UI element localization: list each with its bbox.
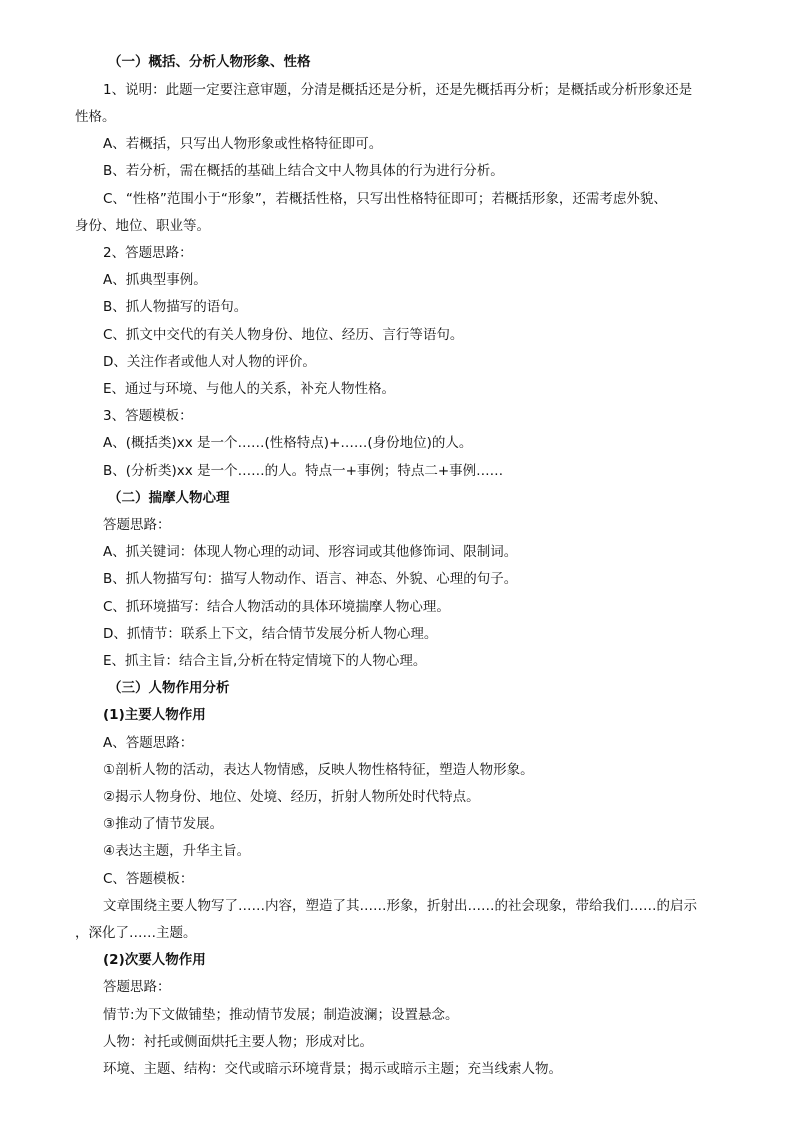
text-line: ①剖析人物的活动，表达人物情感，反映人物性格特征，塑造人物形象。 [103,762,534,778]
text-line: D、抓情节：联系上下文，结合情节发展分析人物心理。 [103,626,438,642]
text-line: B、抓人物描写句：描写人物动作、语言、神态、外貌、心理的句子。 [103,571,518,587]
text-line: 文章围绕主要人物写了……内容，塑造了其……形象，折射出……的社会现象，带给我们……的启示 [103,898,697,914]
text-line: ，深化了……主题。 [75,925,197,941]
text-line: 3、答题模板： [103,408,193,424]
text-line: 1、说明：此题一定要注意审题，分清是概括还是分析，还是先概括再分析；是概括或分析形象还是 [103,82,693,98]
text-line: C、答题模板： [103,871,194,887]
text-line: E、抓主旨：结合主旨,分析在特定情境下的人物心理。 [103,653,427,669]
text-line: C、抓环境描写：结合人物活动的具体环境揣摩人物心理。 [103,599,450,615]
section-heading: （二）揣摩人物心理 [108,490,230,506]
text-line: A、抓典型事例。 [103,272,207,288]
text-line: B、抓人物描写的语句。 [103,299,248,315]
text-line: 环境、主题、结构：交代或暗示环境背景；揭示或暗示主题；充当线索人物。 [103,1061,562,1077]
text-line: A、答题思路： [103,735,194,751]
text-line: 身份、地位、职业等。 [75,218,210,234]
text-line: B、(分析类)xx 是一个……的人。特点一+事例；特点二+事例…… [103,463,504,479]
section-heading: （三）人物作用分析 [108,680,230,696]
text-line: A、若概括，只写出人物形象或性格特征即可。 [103,136,383,152]
text-line: ④表达主题，升华主旨。 [103,843,251,859]
text-line: 性格。 [75,109,116,125]
text-line: A、抓关键词：体现人物心理的动词、形容词或其他修饰词、限制词。 [103,544,518,560]
text-line: D、关注作者或他人对人物的评价。 [103,354,316,370]
text-line: 2、答题思路： [103,245,193,261]
text-line: A、(概括类)xx 是一个……(性格特点)+……(身份地位)的人。 [103,435,473,451]
text-line: C、“性格”范围小于“形象”，若概括性格，只写出性格特征即可；若概括形象，还需考虑外貌、 [103,191,667,207]
subsection-heading: (1)主要人物作用 [103,707,206,723]
text-line: 情节:为下文做铺垫；推动情节发展；制造波澜；设置悬念。 [103,1007,459,1023]
text-line: E、通过与环境、与他人的关系，补充人物性格。 [103,381,396,397]
subsection-heading: (2)次要人物作用 [103,952,206,968]
text-line: 答题思路： [103,517,171,533]
text-line: ②揭示人物身份、地位、处境、经历，折射人物所处时代特点。 [103,789,480,805]
section-heading: （一）概括、分析人物形象、性格 [108,54,311,70]
text-line: 答题思路： [103,979,171,995]
text-line: C、抓文中交代的有关人物身份、地位、经历、言行等语句。 [103,327,464,343]
text-line: ③推动了情节发展。 [103,816,224,832]
text-line: 人物：衬托或侧面烘托主要人物；形成对比。 [103,1034,373,1050]
text-line: B、若分析，需在概括的基础上结合文中人物具体的行为进行分析。 [103,163,504,179]
